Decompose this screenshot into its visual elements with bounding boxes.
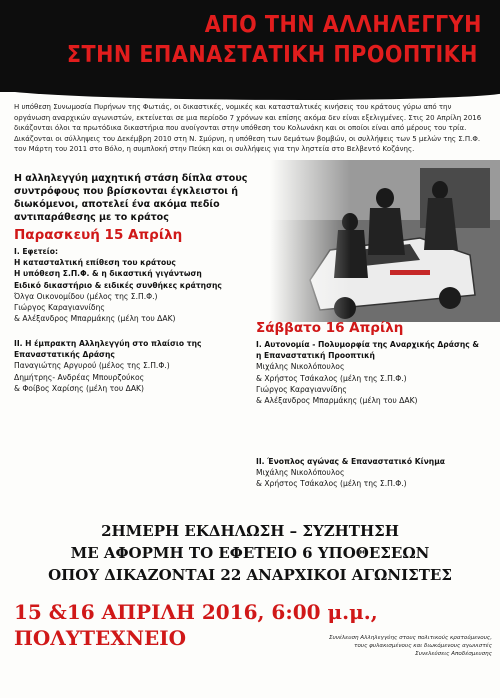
saturday-speaker-4: & Αλέξανδρος Μπαρμάκης (μέλη του ΔΑΚ) — [256, 396, 418, 406]
saturday-speaker2-1: Μιχάλης Νικολόπουλος — [256, 468, 345, 478]
event-line-3: ΟΠΟΥ ΔΙΚΑΖΟΝΤΑΙ 22 ΑΝΑΡΧΙΚΟΙ ΑΓΩΝΙΣΤΕΣ — [48, 566, 452, 584]
friday-section1-title: Ι. Εφετείο: — [14, 247, 58, 256]
intro-paragraph: Η υπόθεση Συνωμοσία Πυρήνων της Φωτιάς, οι δικαστικές, νομικές και κατασταλτικές κινήσεις του κράτους γύρω από την οργάνωση αναρχικών αγωνιστών, εκτείνεται σε μια περίοδο 7 χρόνων και επίσης ακόμα δεν είναι εξελιγμένες. Στις 20 Απρίλη 2016 δικάζονται όλοι τα πρωτόδικα δικαστήρια που ανοίγονται στην υπόθεση του Κολωνάκη και οι οποίοι είναι από μέρους του τρία. Δικάζονται οι σύλληψεις του Δεκέμβρη 2010 στη Ν. Σμύρνη, η υπόθεση των δεμάτων βομβών, οι συλλήψεις των 5 μελών της Σ.Π.Φ. τον Μάρτη του 2011 στο Βόλο, η συμπλοκή στην Πεύκη και οι συλλήψεις για την ληστεία στο Βελβεντό Κοζάνης. — [14, 103, 482, 153]
event-line-2: ΜΕ ΑΦΟΡΜΗ ΤΟ ΕΦΕΤΕΙΟ 6 ΥΠΟΘΕΣΕΩΝ — [70, 544, 430, 562]
saturday-speaker-2: & Χρήστος Τσάκαλος (μέλη της Σ.Π.Φ.) — [256, 373, 407, 383]
friday-line-2: Η υπόθεση Σ.Π.Φ. & η δικαστική γιγάντωση — [14, 269, 202, 279]
friday-speaker-1: Όλγα Οικονομίδου (μέλος της Σ.Π.Φ.) — [14, 291, 158, 301]
footer-line-2: τους φυλακισμένους και διωκόμενους αγωνιστές — [354, 643, 492, 649]
saturday-speaker-3: Γιώργος Καραγιαννίδης — [256, 384, 347, 394]
friday-section2-title: ΙΙ. Η έμπρακτη Αλληλεγγύη στο πλαίσιο της Επαναστατικής Δράσης — [14, 339, 202, 360]
friday-line-3: Ειδικό δικαστήριο & ειδικές συνθήκες κράτησης — [14, 280, 222, 290]
saturday-section2-title: ΙΙ. Ένοπλος αγώνας & Επαναστατικό Κίνημα — [256, 457, 446, 466]
saturday-section-1 — [256, 339, 486, 406]
banner-brush-edge — [0, 78, 500, 100]
saturday-section1-title: Ι. Αυτονομία - Πολυμορφία της Αναρχικής Δράσης & η Επαναστατική Προοπτική — [256, 340, 480, 361]
friday-speaker2-1: Παναγιώτης Αργυρού (μέλος της Σ.Π.Φ.) — [14, 361, 170, 371]
friday-speaker-2: Γιώργος Καραγιαννίδης — [14, 303, 105, 313]
solidarity-statement: Η αλληλεγγύη μαχητική στάση δίπλα στους συντρόφους που βρίσκονται έγκλειστοι ή διωκόμενοι, αποτελεί ένα ακόμα πεδίο αντιπαράθεσης με το κράτος — [14, 173, 248, 223]
poster-title-line1: ΑΠΟ ΤΗΝ ΑΛΛΗΛΕΓΓΥΗ — [204, 12, 482, 38]
friday-speaker2-2: Δημήτρης- Ανδρέας Μπουρζούκος — [14, 372, 145, 382]
event-line-1: 2ΗΜΕΡΗ ΕΚΔΗΛΩΣΗ – ΣΥΖΗΤΗΣΗ — [101, 522, 399, 540]
friday-speaker2-3: & Φοίβος Χαρίσης (μέλη του ΔΑΚ) — [14, 383, 144, 393]
friday-heading: Παρασκευή 15 Απρίλη — [14, 227, 183, 243]
friday-section-1 — [14, 246, 274, 324]
footer-line-1: Συνέλευση Αλληλεγγύης στους πολιτικούς κρατούμενους, — [328, 635, 492, 641]
friday-line-1: Η κατασταλτική επίθεση του κράτους — [14, 258, 176, 268]
friday-speaker-3: & Αλέξανδρος Μπαρμάκης (μέλη του ΔΑΚ) — [14, 314, 176, 324]
poster-title-line2: ΣΤΗΝ ΕΠΑΝΑΣΤΑΤΙΚΗ ΠΡΟΟΠΤΙΚΗ — [66, 42, 478, 68]
saturday-speaker2-2: & Χρήστος Τσάκαλος (μέλη της Σ.Π.Φ.) — [256, 479, 407, 489]
footer-line-3: Συνελεύσεις Αποδέσμευσης — [415, 651, 492, 657]
event-venue: ΠΟΛΥΤΕΧΝΕΙΟ — [14, 626, 187, 650]
saturday-heading: Σάββατο 16 Απρίλη — [256, 320, 404, 336]
friday-section-2 — [14, 338, 254, 394]
saturday-speaker-1: Μιχάλης Νικολόπουλος — [256, 362, 345, 372]
organizer-credits — [282, 634, 492, 658]
event-dates: 15 &16 ΑΠΡΙΛΗ 2016, 6:00 μ.μ., — [14, 600, 378, 624]
riot-photo — [270, 160, 500, 322]
saturday-section-2 — [256, 456, 486, 490]
